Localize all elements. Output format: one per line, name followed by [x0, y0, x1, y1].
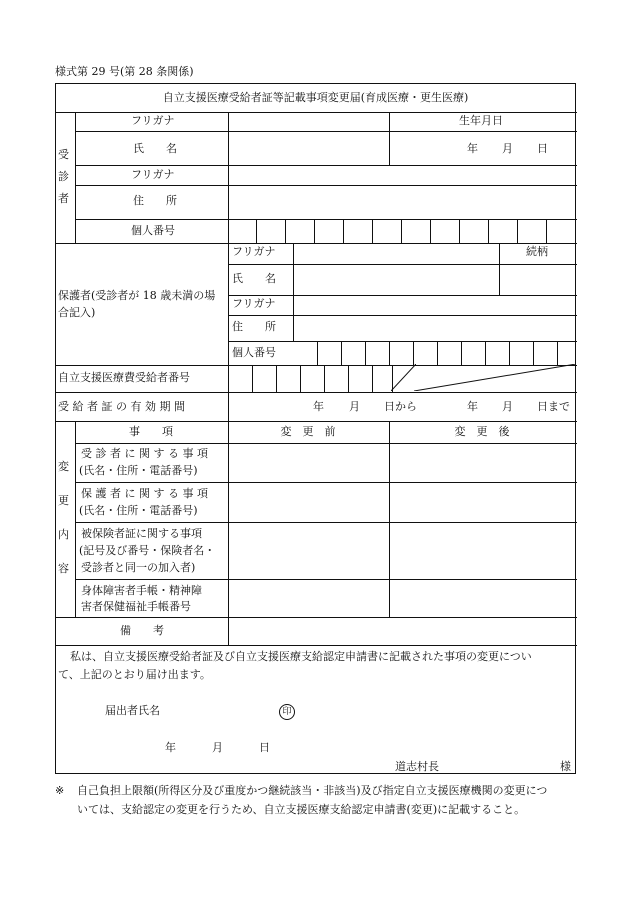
change-item-handbook: 身体障害者手帳・精神障	[81, 584, 202, 597]
validity-from-month: 月	[349, 400, 360, 413]
change-section-char: 容	[58, 562, 69, 575]
relation-label: 続柄	[526, 245, 548, 258]
rule-change-row1	[75, 482, 577, 483]
change-item-patient-note: (氏名・住所・電話番号)	[79, 464, 198, 477]
seal-mark: 印	[279, 704, 295, 720]
rule-title-bottom	[56, 112, 577, 113]
rule-patient-name	[75, 165, 577, 166]
change-section-char: 内	[58, 528, 69, 541]
change-before-header: 変 更 前	[280, 425, 336, 438]
change-section-char: 更	[58, 494, 69, 507]
guardian-address-label: 住 所	[232, 320, 276, 333]
patient-address-label: 住 所	[133, 194, 177, 207]
rule-guardian-name	[228, 295, 577, 296]
change-item-guardian-note: (氏名・住所・電話番号)	[79, 504, 198, 517]
rule-change-head	[75, 443, 577, 444]
validity-to-day: 日まで	[537, 400, 570, 413]
form-number: 様式第 29 号(第 28 条関係)	[55, 65, 194, 78]
guardian-furigana-label: フリガナ	[232, 245, 276, 258]
digit-rule	[324, 365, 325, 392]
patient-name-label: 氏 名	[133, 142, 177, 155]
guardian-name-label: 氏 名	[232, 272, 276, 285]
birth-year: 年	[467, 142, 478, 155]
rule-validity-bottom	[56, 421, 577, 422]
recipient-number-diagonal	[414, 364, 576, 391]
date-year: 年	[165, 741, 176, 754]
rule-remarks-label	[228, 617, 229, 645]
rule-change-item	[228, 421, 229, 617]
digit-rule	[341, 341, 342, 365]
digit-rule	[256, 219, 257, 243]
rule-guardian-label	[228, 243, 229, 365]
date-day: 日	[259, 741, 270, 754]
note-line1: 自己負担上限額(所得区分及び重度かつ継続該当・非該当)及び指定自立支援医療機関の変更につ	[77, 784, 548, 797]
validity-to-year: 年	[467, 400, 478, 413]
digit-rule	[437, 341, 438, 365]
change-item-guardian: 保 護 者 に 関 す る 事 項	[81, 487, 208, 500]
birth-day: 日	[537, 142, 548, 155]
declaration-line2: て、上記のとおり届け出ます。	[58, 668, 211, 681]
patient-furigana2-label: フリガナ	[131, 168, 175, 181]
rule-patient-section	[75, 112, 76, 243]
change-item-insurance-note2: 受診者と同一の加入者)	[81, 561, 196, 574]
rule-guardian-address	[228, 341, 577, 342]
change-after-header: 変 更 後	[454, 425, 510, 438]
recipient-number-slash	[391, 364, 416, 391]
digit-rule	[314, 219, 315, 243]
digit-rule	[372, 219, 373, 243]
patient-furigana-label: フリガナ	[131, 114, 175, 127]
digit-rule	[533, 341, 534, 365]
change-section-char: 変	[58, 460, 69, 473]
rule-recipient-label	[228, 365, 229, 392]
rule-validity-label	[228, 392, 229, 421]
digit-rule	[389, 341, 390, 365]
guardian-mynumber-label: 個人番号	[232, 346, 276, 359]
note-mark: ※	[55, 784, 65, 797]
date-month: 月	[212, 741, 223, 754]
rule-change-row3	[75, 579, 577, 580]
validity-label: 受 給 者 証 の 有 効 期 間	[58, 400, 185, 413]
patient-mynumber-label: 個人番号	[131, 224, 175, 237]
rule-birth-left	[389, 112, 390, 165]
rule-patient-label	[228, 112, 229, 243]
patient-section-char: 者	[58, 192, 69, 205]
rule-recipient-bottom	[56, 392, 577, 393]
digit-rule	[546, 219, 547, 243]
digit-rule	[488, 219, 489, 243]
rule-relation-left	[499, 243, 500, 295]
validity-from-day: 日から	[384, 400, 417, 413]
applicant-name-label: 届出者氏名	[105, 704, 160, 717]
patient-section-char: 診	[58, 170, 69, 183]
patient-section-char: 受	[58, 148, 69, 161]
rule-change-bottom	[56, 617, 577, 618]
rule-patient-furigana2	[75, 185, 577, 186]
digit-rule	[461, 341, 462, 365]
form-title: 自立支援医療受給者証等記載事項変更届(育成医療・更生医療)	[162, 91, 469, 104]
rule-remarks-bottom	[56, 645, 577, 646]
rule-change-section	[75, 421, 76, 617]
honorific: 様	[560, 760, 571, 773]
digit-rule	[252, 365, 253, 392]
birthdate-label: 生年月日	[459, 114, 503, 127]
digit-rule	[509, 341, 510, 365]
digit-rule	[285, 219, 286, 243]
rule-patient-address	[75, 219, 577, 220]
digit-rule	[276, 365, 277, 392]
validity-to-month: 月	[502, 400, 513, 413]
digit-rule	[430, 219, 431, 243]
rule-guardian-sublabel	[293, 243, 294, 341]
digit-rule	[317, 341, 318, 365]
rule-change-mid	[389, 421, 390, 617]
digit-rule	[517, 219, 518, 243]
change-item-insurance: 被保険者証に関する事項	[81, 527, 202, 540]
remarks-label: 備 考	[120, 624, 164, 637]
digit-rule	[459, 219, 460, 243]
rule-guardian-furigana	[228, 264, 577, 265]
digit-rule	[372, 365, 373, 392]
birth-month: 月	[502, 142, 513, 155]
digit-rule	[413, 341, 414, 365]
digit-rule	[557, 341, 558, 365]
addressee: 道志村長	[395, 760, 439, 773]
change-item-handbook-2: 害者保健福祉手帳番号	[81, 600, 191, 613]
recipient-number-label: 自立支援医療費受給者番号	[58, 371, 190, 384]
validity-from-year: 年	[313, 400, 324, 413]
rule-change-row2	[75, 522, 577, 523]
digit-rule	[365, 341, 366, 365]
digit-rule	[485, 341, 486, 365]
guardian-furigana2-label: フリガナ	[232, 297, 276, 310]
change-item-insurance-note1: (記号及び番号・保険者名・	[79, 544, 216, 557]
guardian-label: 保護者(受診者が 18 歳未満の場合記入)	[58, 289, 216, 319]
digit-rule	[348, 365, 349, 392]
rule-patient-furigana	[75, 131, 577, 132]
note-line2: いては、支給認定の変更を行うため、自立支援医療支給認定申請書(変更)に記載すること。	[77, 803, 526, 816]
change-item-header: 事 項	[129, 425, 173, 438]
change-item-patient: 受 診 者 に 関 す る 事 項	[81, 447, 208, 460]
declaration-line1: 私は、自立支援医療受給者証及び自立支援医療支給認定申請書に記載された事項の変更につい	[70, 650, 532, 663]
digit-rule	[401, 219, 402, 243]
digit-rule	[343, 219, 344, 243]
digit-rule	[300, 365, 301, 392]
rule-guardian-furigana2	[228, 315, 577, 316]
